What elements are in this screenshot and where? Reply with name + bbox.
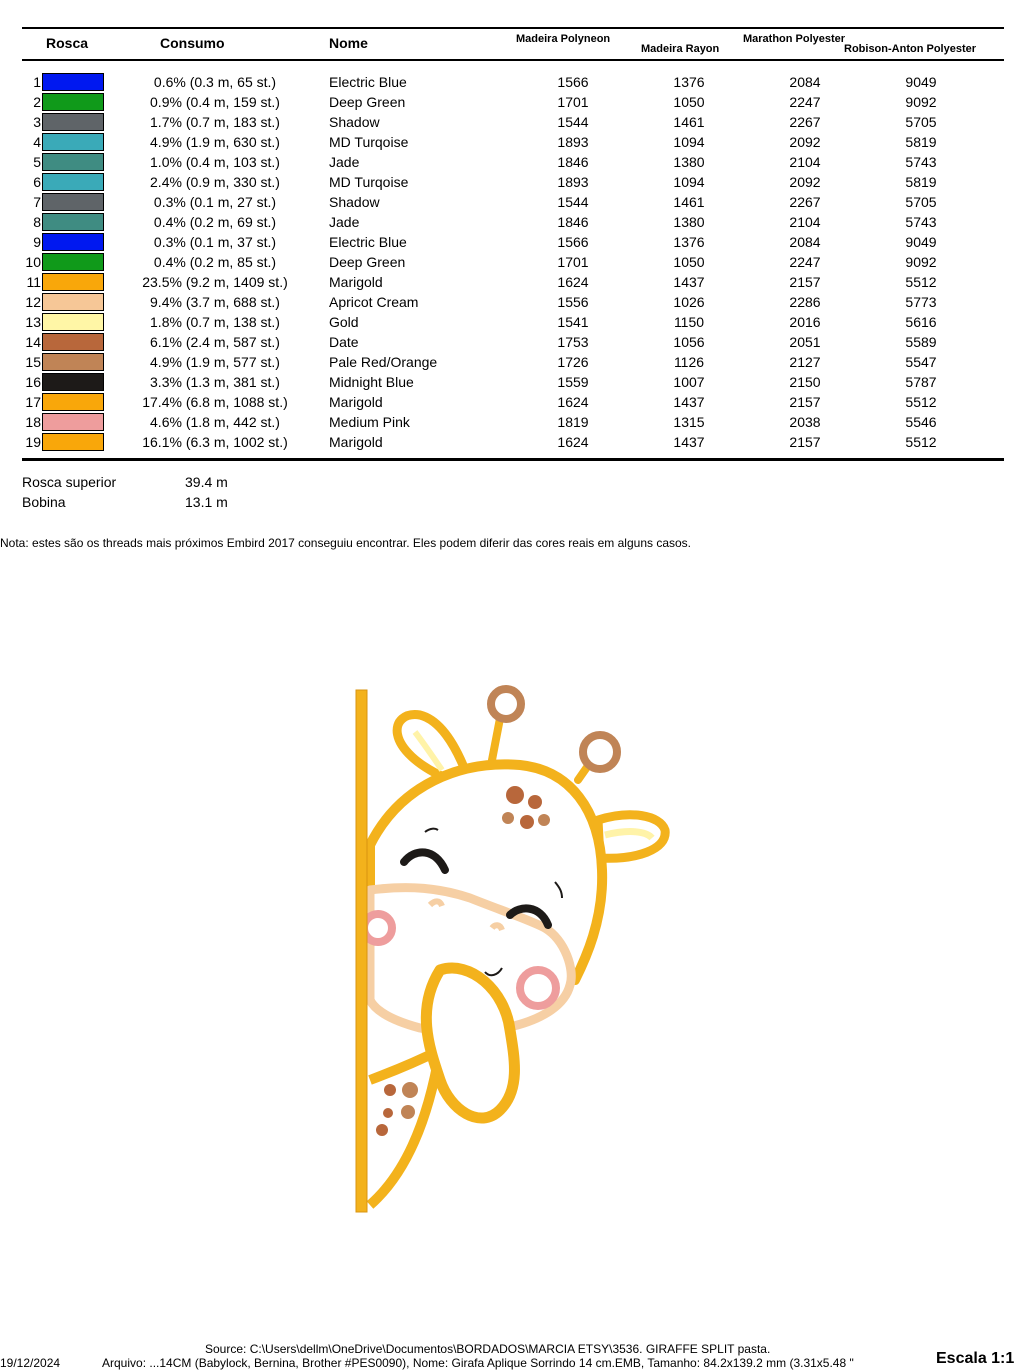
madeira-polyneon-code: 1566 (557, 234, 589, 250)
madeira-rayon-code: 1380 (673, 214, 705, 230)
table-row (0, 332, 1024, 352)
color-swatch (42, 413, 104, 431)
madeira-polyneon-code: 1819 (557, 414, 589, 430)
thread-consumo: 4.6% (1.8 m, 442 st.) (150, 414, 280, 430)
madeira-rayon-code: 1150 (673, 314, 705, 330)
marathon-polyester-code: 2157 (789, 274, 821, 290)
madeira-polyneon-code: 1566 (557, 74, 589, 90)
marathon-polyester-code: 2084 (789, 234, 821, 250)
thread-name: Medium Pink (329, 414, 410, 430)
thread-number: 12 (25, 294, 41, 310)
robison-anton-code: 5512 (905, 434, 937, 450)
color-swatch (42, 313, 104, 331)
robison-anton-code: 5773 (905, 294, 937, 310)
madeira-rayon-code: 1437 (673, 434, 705, 450)
color-swatch (42, 333, 104, 351)
thread-name: Gold (329, 314, 359, 330)
robison-anton-code: 5589 (905, 334, 937, 350)
color-swatch (42, 173, 104, 191)
marathon-polyester-code: 2247 (789, 254, 821, 270)
cheek-right (520, 970, 556, 1006)
madeira-polyneon-code: 1701 (557, 94, 589, 110)
thread-consumo: 2.4% (0.9 m, 330 st.) (150, 174, 280, 190)
thread-consumo: 9.4% (3.7 m, 688 st.) (150, 294, 280, 310)
color-swatch (42, 133, 104, 151)
thread-name: Pale Red/Orange (329, 354, 438, 370)
robison-anton-code: 5546 (905, 414, 937, 430)
thread-number: 15 (25, 354, 41, 370)
cheek-left (364, 914, 392, 942)
marathon-polyester-code: 2267 (789, 194, 821, 210)
rosca-superior-value: 39.4 m (185, 474, 228, 490)
bobina-value: 13.1 m (185, 494, 228, 510)
table-bottom-rule (22, 458, 1004, 461)
thread-consumo: 0.3% (0.1 m, 37 st.) (153, 234, 277, 250)
footer-date: 19/12/2024 (0, 1356, 61, 1370)
marathon-polyester-code: 2051 (789, 334, 821, 350)
thread-number: 9 (33, 234, 41, 250)
madeira-rayon-code: 1056 (673, 334, 705, 350)
marathon-polyester-code: 2247 (789, 94, 821, 110)
marathon-polyester-code: 2150 (789, 374, 821, 390)
madeira-rayon-code: 1461 (673, 114, 705, 130)
color-swatch (42, 293, 104, 311)
thread-name: Date (329, 334, 359, 350)
color-swatch (42, 233, 104, 251)
madeira-polyneon-code: 1544 (557, 114, 589, 130)
table-row (0, 92, 1024, 112)
thread-note: Nota: estes são os threads mais próximos Embird 2017 conseguiu encontrar. Eles podem diferir das cores reais em alguns casos. (0, 536, 692, 550)
robison-anton-code: 9092 (905, 94, 937, 110)
marathon-polyester-code: 2157 (789, 434, 821, 450)
robison-anton-code: 5743 (905, 214, 937, 230)
thread-consumo: 0.4% (0.2 m, 85 st.) (153, 254, 277, 270)
color-swatch (42, 433, 104, 451)
color-swatch (42, 273, 104, 291)
marathon-polyester-code: 2127 (789, 354, 821, 370)
madeira-polyneon-code: 1893 (557, 134, 589, 150)
thread-number: 19 (25, 434, 41, 450)
thread-consumo: 0.6% (0.3 m, 65 st.) (153, 74, 277, 90)
color-swatch (42, 93, 104, 111)
horn-left-knob (491, 689, 521, 719)
thread-number: 17 (25, 394, 41, 410)
table-row (0, 372, 1024, 392)
madeira-polyneon-code: 1846 (557, 154, 589, 170)
thread-name: Electric Blue (329, 74, 407, 90)
madeira-rayon-code: 1026 (673, 294, 705, 310)
robison-anton-code: 5616 (905, 314, 937, 330)
color-swatch (42, 353, 104, 371)
thread-number: 18 (25, 414, 41, 430)
table-top-rule (22, 27, 1004, 29)
thread-consumo: 3.3% (1.3 m, 381 st.) (150, 374, 280, 390)
marathon-polyester-code: 2104 (789, 214, 821, 230)
header-madeira-rayon: Madeira Rayon (641, 43, 720, 55)
madeira-rayon-code: 1376 (673, 234, 705, 250)
thread-consumo: 4.9% (1.9 m, 630 st.) (150, 134, 280, 150)
robison-anton-code: 5819 (905, 134, 937, 150)
madeira-rayon-code: 1376 (673, 74, 705, 90)
madeira-polyneon-code: 1753 (557, 334, 589, 350)
thread-consumo: 23.5% (9.2 m, 1409 st.) (142, 274, 288, 290)
madeira-rayon-code: 1126 (673, 354, 705, 370)
thread-name: MD Turqoise (329, 174, 409, 190)
madeira-rayon-code: 1461 (673, 194, 705, 210)
thread-consumo: 6.1% (2.4 m, 587 st.) (150, 334, 280, 350)
footer-source: Source: C:\Users\dellm\OneDrive\Documentos\BORDADOS\MARCIA ETSY\3536. GIRAFFE SPLIT pasta. (205, 1342, 771, 1356)
thread-number: 6 (33, 174, 41, 190)
thread-number: 14 (25, 334, 41, 350)
thread-name: MD Turqoise (329, 134, 409, 150)
thread-number: 3 (33, 114, 41, 130)
table-row (0, 152, 1024, 172)
thread-name: Marigold (329, 394, 383, 410)
robison-anton-code: 5705 (905, 114, 937, 130)
robison-anton-code: 9049 (905, 74, 937, 90)
robison-anton-code: 5705 (905, 194, 937, 210)
horn-right-knob (583, 735, 617, 769)
marathon-polyester-code: 2092 (789, 134, 821, 150)
robison-anton-code: 9092 (905, 254, 937, 270)
thread-number: 4 (33, 134, 41, 150)
color-swatch (42, 153, 104, 171)
table-row (0, 412, 1024, 432)
madeira-rayon-code: 1380 (673, 154, 705, 170)
table-row (0, 112, 1024, 132)
rosca-superior-label: Rosca superior (22, 474, 117, 490)
robison-anton-code: 5819 (905, 174, 937, 190)
robison-anton-code: 5743 (905, 154, 937, 170)
table-row (0, 292, 1024, 312)
color-swatch (42, 73, 104, 91)
marathon-polyester-code: 2286 (789, 294, 821, 310)
header-robison-anton-polyester: Robison-Anton Polyester (844, 43, 977, 55)
thread-number: 8 (33, 214, 41, 230)
thread-name: Deep Green (329, 94, 406, 110)
table-row (0, 172, 1024, 192)
thread-consumo: 1.0% (0.4 m, 103 st.) (150, 154, 280, 170)
madeira-polyneon-code: 1544 (557, 194, 589, 210)
header-nome: Nome (329, 35, 368, 51)
color-swatch (42, 393, 104, 411)
table-row (0, 432, 1024, 452)
table-row (0, 252, 1024, 272)
madeira-rayon-code: 1007 (673, 374, 705, 390)
thread-name: Electric Blue (329, 234, 407, 250)
table-row (0, 392, 1024, 412)
table-row (0, 192, 1024, 212)
robison-anton-code: 5547 (905, 354, 937, 370)
madeira-polyneon-code: 1726 (557, 354, 589, 370)
thread-consumo: 0.4% (0.2 m, 69 st.) (153, 214, 277, 230)
thread-number: 10 (25, 254, 41, 270)
marathon-polyester-code: 2104 (789, 154, 821, 170)
thread-number: 7 (33, 194, 41, 210)
madeira-rayon-code: 1050 (673, 254, 705, 270)
thread-number: 1 (33, 74, 41, 90)
thread-consumo: 17.4% (6.8 m, 1088 st.) (142, 394, 288, 410)
thread-name: Marigold (329, 274, 383, 290)
thread-number: 13 (25, 314, 41, 330)
marathon-polyester-code: 2084 (789, 74, 821, 90)
madeira-rayon-code: 1437 (673, 394, 705, 410)
marathon-polyester-code: 2157 (789, 394, 821, 410)
madeira-polyneon-code: 1556 (557, 294, 589, 310)
header-marathon-polyester: Marathon Polyester (743, 33, 846, 45)
table-row (0, 232, 1024, 252)
madeira-polyneon-code: 1624 (557, 434, 589, 450)
table-row (0, 352, 1024, 372)
marathon-polyester-code: 2267 (789, 114, 821, 130)
color-swatch (42, 193, 104, 211)
color-swatch (42, 113, 104, 131)
thread-name: Shadow (329, 114, 380, 130)
color-swatch (42, 213, 104, 231)
thread-name: Midnight Blue (329, 374, 414, 390)
thread-name: Marigold (329, 434, 383, 450)
footer-file: Arquivo: ...14CM (Babylock, Bernina, Brother #PES0090), Nome: Girafa Aplique Sorrindo 14 cm.EMB, Tamanho: 84.2x139.2 mm (3.31x5.48 " (102, 1356, 854, 1370)
madeira-polyneon-code: 1559 (557, 374, 589, 390)
header-madeira-polyneon: Madeira Polyneon (516, 33, 611, 45)
marathon-polyester-code: 2092 (789, 174, 821, 190)
table-row (0, 212, 1024, 232)
wall-post (356, 690, 367, 1212)
thread-consumo: 1.8% (0.7 m, 138 st.) (150, 314, 280, 330)
robison-anton-code: 5787 (905, 374, 937, 390)
thread-consumo: 1.7% (0.7 m, 183 st.) (150, 114, 280, 130)
thread-consumo: 0.9% (0.4 m, 159 st.) (150, 94, 280, 110)
header-consumo: Consumo (160, 35, 225, 51)
thread-consumo: 4.9% (1.9 m, 577 st.) (150, 354, 280, 370)
thread-number: 5 (33, 154, 41, 170)
robison-anton-code: 9049 (905, 234, 937, 250)
madeira-polyneon-code: 1846 (557, 214, 589, 230)
marathon-polyester-code: 2038 (789, 414, 821, 430)
madeira-polyneon-code: 1541 (557, 314, 589, 330)
bobina-label: Bobina (22, 494, 66, 510)
table-header-rule (22, 59, 1004, 61)
thread-number: 2 (33, 94, 41, 110)
table-row (0, 272, 1024, 292)
madeira-polyneon-code: 1893 (557, 174, 589, 190)
thread-name: Shadow (329, 194, 380, 210)
robison-anton-code: 5512 (905, 274, 937, 290)
thread-consumo: 0.3% (0.1 m, 27 st.) (153, 194, 277, 210)
madeira-rayon-code: 1437 (673, 274, 705, 290)
thread-name: Jade (329, 214, 360, 230)
table-row (0, 72, 1024, 92)
thread-number: 16 (25, 374, 41, 390)
thread-name: Jade (329, 154, 360, 170)
footer-scale: Escala 1:1 (936, 1350, 1015, 1367)
color-swatch (42, 253, 104, 271)
marathon-polyester-code: 2016 (789, 314, 821, 330)
thread-number: 11 (26, 274, 41, 290)
giraffe-embroidery-preview (330, 670, 710, 1230)
table-row (0, 312, 1024, 332)
header-rosca: Rosca (46, 35, 89, 51)
color-swatch (42, 373, 104, 391)
robison-anton-code: 5512 (905, 394, 937, 410)
madeira-polyneon-code: 1624 (557, 274, 589, 290)
thread-consumo: 16.1% (6.3 m, 1002 st.) (142, 434, 288, 450)
thread-name: Deep Green (329, 254, 406, 270)
madeira-rayon-code: 1094 (673, 174, 705, 190)
madeira-polyneon-code: 1701 (557, 254, 589, 270)
madeira-polyneon-code: 1624 (557, 394, 589, 410)
madeira-rayon-code: 1050 (673, 94, 705, 110)
thread-name: Apricot Cream (329, 294, 419, 310)
madeira-rayon-code: 1094 (673, 134, 705, 150)
table-row (0, 132, 1024, 152)
madeira-rayon-code: 1315 (673, 414, 705, 430)
